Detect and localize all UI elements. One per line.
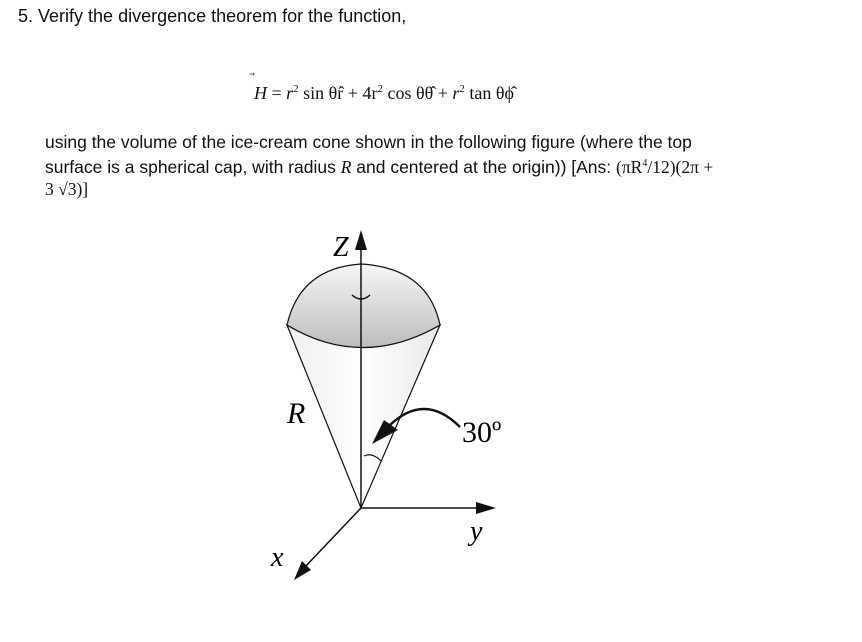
angle-label: 30º <box>462 416 502 449</box>
vector-h: H <box>254 83 267 103</box>
x-axis-label: x <box>271 542 284 573</box>
paragraph-line-1: using the volume of the ice-cream cone shown in the following figure (where the top <box>45 132 692 152</box>
spherical-cap <box>287 264 440 348</box>
paragraph-line-3: 3 √3)] <box>45 178 89 199</box>
problem-statement: Verify the divergence theorem for the function, <box>38 6 407 26</box>
y-arrow-icon <box>476 502 496 514</box>
cone-body <box>287 325 440 508</box>
radius-label: R <box>287 397 306 430</box>
z-axis-label: Z <box>333 232 349 263</box>
vector-field-equation: H = $r^2$ sin θr̂ + $4r^2$ cos θθ̂ + $r^2$ tan θϕ̂ <box>254 83 514 103</box>
z-arrow-icon <box>355 230 367 250</box>
y-axis-label: y <box>470 516 483 547</box>
x-axis <box>304 508 361 568</box>
problem-number: 5. <box>18 6 34 26</box>
paragraph-line-2: surface is a spherical cap, with radius R and centered at the origin)) [Ans: $(\pi R^4/12)(2\pi$ + <box>45 156 714 177</box>
